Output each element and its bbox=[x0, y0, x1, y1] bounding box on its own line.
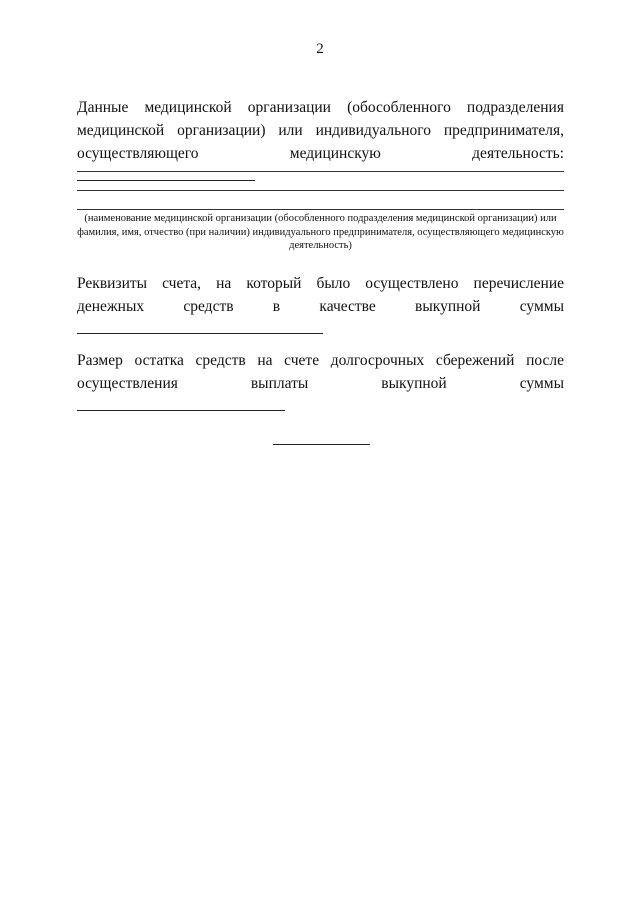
organization-data-label bbox=[77, 96, 564, 188]
remaining-balance-text: Размер остатка средств на счете долгосрочных сбережений после осуществления выплаты выкупной суммы bbox=[77, 352, 564, 392]
account-details-field[interactable] bbox=[77, 319, 323, 334]
organization-name-field[interactable] bbox=[77, 166, 255, 181]
end-divider bbox=[273, 444, 370, 445]
organization-line-1[interactable] bbox=[77, 171, 564, 172]
organization-data-text: Данные медицинской организации (обособленного подразделения медицинской организации) или индивидуального предпринимателя, осуществляющего медицинскую деятельность: bbox=[77, 99, 564, 162]
remaining-balance-label bbox=[77, 349, 564, 418]
organization-line-3[interactable] bbox=[77, 209, 564, 210]
account-details-label bbox=[77, 272, 564, 341]
page-number: 2 bbox=[316, 41, 324, 57]
remaining-balance-field[interactable] bbox=[77, 396, 285, 411]
account-details-text: Реквизиты счета, на который было осуществлено перечисление денежных средств в качестве выкупной суммы bbox=[77, 275, 564, 315]
organization-line-2[interactable] bbox=[77, 190, 564, 191]
organization-caption: (наименование медицинской организации (обособленного подразделения медицинской организации) или фамилия, имя, отчество (при наличии) индивидуального предпринимателя, осуществляющего медицинскую деятельность) bbox=[77, 213, 564, 251]
